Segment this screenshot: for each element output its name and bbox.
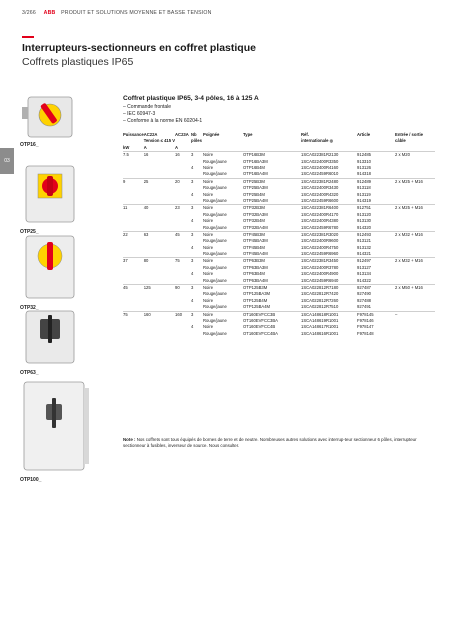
table-cell: Noire bbox=[203, 152, 243, 159]
table-cell: 4 bbox=[191, 324, 194, 330]
table-cell: OT160EVFCC4BA bbox=[243, 330, 278, 336]
table-cell: 912493 bbox=[357, 231, 395, 238]
table-cell bbox=[191, 198, 203, 205]
table-cell bbox=[144, 251, 175, 258]
table-cell: Noire bbox=[203, 271, 214, 277]
table-cell: 1SCA022812R7260 bbox=[301, 297, 339, 303]
table-cell: 45 bbox=[123, 285, 144, 292]
table-cell bbox=[191, 331, 203, 337]
table-cell: 1SCA022459R6010 bbox=[301, 171, 339, 177]
table-cell: 1SCA022381R2480 bbox=[301, 178, 357, 185]
table-cell: 1SCA148619R1001 bbox=[301, 317, 339, 323]
table-cell: OTP45B4M bbox=[243, 244, 265, 250]
feature-list bbox=[123, 104, 259, 125]
table-cell: 45 bbox=[175, 231, 191, 238]
table-cell: Noire bbox=[203, 258, 243, 265]
column-header: Puissance bbox=[123, 132, 144, 137]
page-title: Interrupteurs-sectionneurs en coffret plastique bbox=[22, 42, 256, 54]
table-cell: 9 bbox=[123, 178, 144, 185]
unit-cell: A bbox=[143, 144, 147, 150]
table-cell: OTP32B3M bbox=[243, 205, 301, 212]
table-cell: OTP32BA3M bbox=[243, 211, 268, 217]
column-header-line2: internationale ◎ bbox=[301, 138, 334, 144]
table-cell bbox=[395, 331, 435, 337]
feature-item: – IEC 60947-3 bbox=[123, 111, 259, 118]
product-label: OTP25_ bbox=[20, 229, 39, 235]
table-cell bbox=[144, 225, 175, 232]
table-cell bbox=[144, 198, 175, 205]
table-cell: 7.5 bbox=[123, 152, 144, 159]
switch-box-image bbox=[20, 232, 80, 302]
table-cell: 1SCA022381R6400 bbox=[301, 205, 357, 212]
table-cell bbox=[395, 278, 435, 285]
table-cell: 40 bbox=[144, 205, 175, 212]
table-cell bbox=[395, 225, 435, 232]
table-cell: 913120 bbox=[357, 211, 372, 217]
table-cell: Noire bbox=[203, 324, 214, 330]
unit-cell bbox=[243, 145, 301, 152]
table-cell: 1SCA022459R6780 bbox=[301, 224, 339, 230]
table-row bbox=[123, 198, 435, 205]
column-header: AC23A bbox=[175, 132, 189, 137]
table-cell: Rouge/jaune bbox=[203, 251, 227, 257]
table-cell bbox=[175, 225, 191, 232]
table-cell: Rouge/jaune bbox=[203, 185, 227, 191]
table-cell: Noire bbox=[203, 285, 243, 292]
section-heading: Coffret plastique IP65, 3-4 pôles, 16 à 125 A bbox=[123, 95, 259, 102]
table-cell bbox=[175, 171, 191, 178]
table-cell: OTP125BA3M bbox=[243, 291, 271, 297]
table-cell bbox=[144, 171, 175, 178]
table-cell: 927490 bbox=[357, 291, 372, 297]
table-cell: Noire bbox=[203, 244, 214, 250]
table-cell: Rouge/jaune bbox=[203, 238, 227, 244]
table-cell: 914320 bbox=[357, 224, 372, 230]
table-row bbox=[123, 178, 435, 185]
unit-cell: A bbox=[175, 144, 179, 150]
table-row bbox=[123, 231, 435, 238]
table-row bbox=[123, 304, 435, 311]
table-cell: 3 bbox=[191, 258, 203, 265]
table-cell: 4 bbox=[191, 297, 194, 303]
table-cell: 1SCA022400R4900 bbox=[301, 271, 339, 277]
table-cell: Noire bbox=[203, 164, 214, 170]
table-cell: 913121 bbox=[357, 238, 372, 244]
switch-box-image bbox=[20, 378, 92, 474]
table-cell: Rouge/jaune bbox=[203, 304, 227, 310]
table-cell: OTP45BA4M bbox=[243, 251, 268, 257]
table-cell: 914321 bbox=[357, 251, 372, 257]
table-cell: 1SCA022381R2130 bbox=[301, 152, 357, 159]
table-cell: Rouge/jaune bbox=[203, 317, 227, 323]
table-cell: 75 bbox=[123, 311, 144, 318]
page-subtitle: Coffrets plastiques IP65 bbox=[22, 56, 134, 68]
brand-logo: ABB bbox=[43, 10, 56, 16]
table-cell bbox=[123, 331, 144, 337]
table-cell bbox=[191, 304, 203, 311]
table-cell: OTP32B4M bbox=[243, 218, 265, 224]
table-cell: OTP125B3M bbox=[243, 285, 301, 292]
table-cell: 914319 bbox=[357, 197, 372, 203]
table-cell: OTP16BA4M bbox=[243, 171, 268, 177]
product-otp25 bbox=[20, 162, 92, 235]
table-cell: 1SCA022381R3450 bbox=[301, 258, 357, 265]
table-cell: 2 x M25 + M16 bbox=[395, 178, 435, 185]
table-cell bbox=[395, 251, 435, 258]
table-cell: 1SCA022400R3780 bbox=[301, 264, 339, 270]
column-header: Article bbox=[357, 132, 371, 137]
table-row bbox=[123, 278, 435, 285]
product-label: OTP32_ bbox=[20, 305, 39, 311]
table-cell: 22 bbox=[123, 231, 144, 238]
table-row bbox=[123, 331, 435, 337]
table-cell bbox=[191, 251, 203, 258]
table-cell: 913132 bbox=[357, 244, 372, 250]
unit-cell: kW bbox=[123, 144, 130, 150]
table-cell: Rouge/jaune bbox=[203, 291, 227, 297]
table-cell: 3 bbox=[191, 231, 203, 238]
table-cell: 1SCA022400R4160 bbox=[301, 164, 339, 170]
table-cell: Rouge/jaune bbox=[203, 158, 227, 164]
table-cell: 23 bbox=[175, 205, 191, 212]
table-cell: OTP63BA4M bbox=[243, 277, 268, 283]
note-label: Note : bbox=[123, 437, 136, 442]
table-cell: OTP25B3M bbox=[243, 178, 301, 185]
spec-table bbox=[123, 132, 435, 337]
switch-box-image bbox=[20, 307, 80, 367]
table-cell: Rouge/jaune bbox=[203, 277, 227, 283]
product-otp16 bbox=[20, 93, 92, 148]
table-cell: 912485 bbox=[357, 152, 395, 159]
table-cell: Rouge/jaune bbox=[203, 264, 227, 270]
chapter-tab: 03 bbox=[0, 148, 14, 174]
table-cell: 16 bbox=[144, 152, 175, 159]
table-cell: 913126 bbox=[357, 164, 372, 170]
table-cell bbox=[123, 198, 144, 205]
table-cell: 913118 bbox=[357, 185, 371, 191]
switch-box-image bbox=[20, 93, 80, 139]
table-cell: OTP45BA3M bbox=[243, 238, 268, 244]
feature-item: – Conforme à la norme EN 60204-1 bbox=[123, 118, 259, 125]
page-header bbox=[22, 10, 212, 16]
header-section: PRODUIT ET SOLUTIONS MOYENNE ET BASSE TENSION bbox=[61, 10, 212, 16]
table-cell: 2 x M25 + M16 bbox=[395, 205, 435, 212]
table-cell: 4 bbox=[191, 164, 194, 170]
table-cell bbox=[175, 251, 191, 258]
table-cell: Rouge/jaune bbox=[203, 171, 227, 177]
table-cell: 75 bbox=[175, 258, 191, 265]
table-cell bbox=[123, 304, 144, 311]
column-header: AC22A bbox=[143, 132, 158, 137]
table-cell: 160 bbox=[175, 311, 191, 318]
table-cell: 90 bbox=[175, 285, 191, 292]
table-cell: 913127 bbox=[357, 264, 372, 270]
table-cell: 160 bbox=[144, 311, 175, 318]
column-header-line2: pôles bbox=[191, 138, 202, 144]
column-header-line2: Tension ≤ 415 V bbox=[143, 138, 176, 144]
table-cell bbox=[395, 304, 435, 311]
table-cell bbox=[175, 304, 191, 311]
column-header-line2: câble bbox=[395, 138, 406, 144]
column-header: Poignée bbox=[203, 132, 220, 137]
product-label: OTP16_ bbox=[20, 142, 39, 148]
unit-cell bbox=[203, 145, 243, 152]
table-cell bbox=[175, 198, 191, 205]
table-cell: OT160EVFCC3BA bbox=[243, 317, 278, 323]
table-cell: Rouge/jaune bbox=[203, 224, 227, 230]
table-cell: 1SCA022400R4750 bbox=[301, 244, 339, 250]
table-cell: Noire bbox=[203, 205, 243, 212]
table-cell: 2 x M32 + M16 bbox=[395, 231, 435, 238]
table-cell: 3 bbox=[191, 152, 203, 159]
table-cell: Noire bbox=[203, 178, 243, 185]
table-cell: 63 bbox=[144, 231, 175, 238]
table-row bbox=[123, 205, 435, 212]
page-number: 3/266 bbox=[22, 10, 36, 16]
table-cell: 912497 bbox=[357, 258, 395, 265]
table-cell: Rouge/jaune bbox=[203, 330, 227, 336]
table-cell: 1SCA022400R9600 bbox=[301, 238, 339, 244]
table-cell: 4 bbox=[191, 191, 194, 197]
table-cell: 912751 bbox=[357, 205, 395, 212]
unit-cell bbox=[395, 145, 435, 152]
table-row bbox=[123, 251, 435, 258]
table-cell: F978146 bbox=[357, 317, 374, 323]
table-cell: 927488 bbox=[357, 297, 372, 303]
table-row bbox=[123, 152, 435, 159]
table-note bbox=[123, 437, 435, 449]
table-cell bbox=[395, 198, 435, 205]
table-cell bbox=[191, 278, 203, 285]
table-cell: Noire bbox=[203, 311, 243, 318]
table-cell bbox=[144, 331, 175, 337]
table-cell: Noire bbox=[203, 218, 214, 224]
table-cell: 1SCA022812R7510 bbox=[301, 304, 339, 310]
table-cell: OTP25BA4M bbox=[243, 197, 268, 203]
table-cell: 1SCA148616R1001 bbox=[301, 330, 339, 336]
table-cell: 912489 bbox=[357, 178, 395, 185]
table-cell: OTP63BA3M bbox=[243, 264, 268, 270]
table-cell: OTP63B4M bbox=[243, 271, 265, 277]
table-cell: – bbox=[395, 311, 435, 318]
table-cell: OTP16BA3M bbox=[243, 158, 268, 164]
table-cell: 11 bbox=[123, 205, 144, 212]
table-cell: 1SCA022400R3430 bbox=[301, 185, 339, 191]
table-cell bbox=[191, 171, 203, 178]
table-cell: 1SCA022812R7420 bbox=[301, 291, 339, 297]
table-cell bbox=[395, 171, 435, 178]
table-cell: OTP16B3M bbox=[243, 152, 301, 159]
product-section bbox=[123, 95, 259, 125]
column-header: Nb bbox=[191, 132, 197, 137]
table-cell: 1SCA022459R6960 bbox=[301, 251, 339, 257]
table-cell bbox=[144, 304, 175, 311]
product-label: OTP63_ bbox=[20, 370, 39, 376]
table-cell: OT160EVFCC4B bbox=[243, 324, 276, 330]
table-cell bbox=[123, 278, 144, 285]
table-cell: 1SCA022381R3020 bbox=[301, 231, 357, 238]
table-cell: 2 x M20 bbox=[395, 152, 435, 159]
title-accent-bar bbox=[22, 36, 34, 38]
unit-cell bbox=[357, 145, 395, 152]
column-header: Entrée / sortie bbox=[395, 132, 423, 137]
table-cell: Noire bbox=[203, 231, 243, 238]
table-cell: 1SCA022459R6940 bbox=[301, 277, 339, 283]
table-cell: 913310 bbox=[357, 158, 372, 164]
table-cell: OTP25BA3M bbox=[243, 185, 268, 191]
product-label: OTP100_ bbox=[20, 477, 42, 483]
table-cell: OTP45B3M bbox=[243, 231, 301, 238]
table-cell bbox=[175, 278, 191, 285]
table-cell: 913134 bbox=[357, 271, 372, 277]
table-row bbox=[123, 225, 435, 232]
table-cell: 927487 bbox=[357, 285, 395, 292]
table-cell: 16 bbox=[175, 152, 191, 159]
table-cell: OTP125BA4M bbox=[243, 304, 271, 310]
table-row bbox=[123, 285, 435, 292]
table-cell bbox=[123, 251, 144, 258]
table-cell: 20 bbox=[175, 178, 191, 185]
table-cell: 25 bbox=[144, 178, 175, 185]
table-cell: F978147 bbox=[357, 324, 374, 330]
table-cell: 1SCA022400R3350 bbox=[301, 158, 339, 164]
product-otp63 bbox=[20, 307, 92, 376]
table-cell: 3 bbox=[191, 178, 203, 185]
table-cell: 914318 bbox=[357, 171, 372, 177]
table-cell: OT160EVFCC3B bbox=[243, 311, 301, 318]
table-cell: F978148 bbox=[357, 330, 374, 336]
table-row bbox=[123, 258, 435, 265]
table-cell: 80 bbox=[144, 258, 175, 265]
unit-cell bbox=[191, 145, 203, 152]
table-cell: 1SCA022400R4380 bbox=[301, 218, 339, 224]
column-header: Réf. bbox=[301, 132, 309, 137]
table-cell: 1SCA148617R1001 bbox=[301, 324, 339, 330]
table-cell: 2 x M50 + M16 bbox=[395, 285, 435, 292]
table-cell: OTP63B3M bbox=[243, 258, 301, 265]
table-cell: 4 bbox=[191, 271, 194, 277]
table-cell: 125 bbox=[144, 285, 175, 292]
table-cell: 1SCA022400R4320 bbox=[301, 191, 339, 197]
feature-item: – Commande frontale bbox=[123, 104, 259, 111]
table-cell: Rouge/jaune bbox=[203, 197, 227, 203]
table-cell: 3 bbox=[191, 311, 203, 318]
table-cell: 914322 bbox=[357, 277, 372, 283]
unit-cell bbox=[301, 145, 357, 152]
table-cell bbox=[123, 171, 144, 178]
table-cell bbox=[175, 331, 191, 337]
table-cell: 1SCA022459R6600 bbox=[301, 197, 339, 203]
column-header: Type bbox=[243, 132, 253, 137]
table-cell: OTP125B4M bbox=[243, 297, 268, 303]
table-cell bbox=[144, 278, 175, 285]
table-cell: Noire bbox=[203, 297, 214, 303]
table-cell: 3 bbox=[191, 285, 203, 292]
table-cell: 37 bbox=[123, 258, 144, 265]
note-text: Nos coffrets sont tous équipés de bornes de terre et de neutre. Nombreuses autres solutions avec interrup-teur sectionneur 6 pôles, interrupteur sectionneur à fusibles, inverseur de source. Nous consulter. bbox=[123, 437, 417, 448]
table-cell bbox=[191, 225, 203, 232]
table-cell: F978145 bbox=[357, 311, 395, 318]
table-cell: 1SCA148618R1001 bbox=[301, 311, 357, 318]
table-cell: OTP32BA4M bbox=[243, 224, 268, 230]
table-row bbox=[123, 171, 435, 178]
table-cell: Rouge/jaune bbox=[203, 211, 227, 217]
table-cell: 913119 bbox=[357, 191, 371, 197]
product-otp100 bbox=[20, 378, 92, 483]
switch-box-image bbox=[20, 162, 80, 226]
table-cell: 1SCA022400R4170 bbox=[301, 211, 339, 217]
table-cell: 4 bbox=[191, 244, 194, 250]
table-cell: 1SCA022812R7180 bbox=[301, 285, 357, 292]
table-cell: 3 bbox=[191, 205, 203, 212]
table-row bbox=[123, 311, 435, 318]
table-cell: 4 bbox=[191, 218, 194, 224]
table-cell: 2 x M32 + M16 bbox=[395, 258, 435, 265]
table-cell: Noire bbox=[203, 191, 214, 197]
table-cell: OTP16B4M bbox=[243, 164, 265, 170]
table-cell: 927491 bbox=[357, 304, 372, 310]
product-otp32 bbox=[20, 232, 92, 311]
table-cell bbox=[123, 225, 144, 232]
table-cell: OTP25B4M bbox=[243, 191, 265, 197]
table-cell: 913130 bbox=[357, 218, 372, 224]
